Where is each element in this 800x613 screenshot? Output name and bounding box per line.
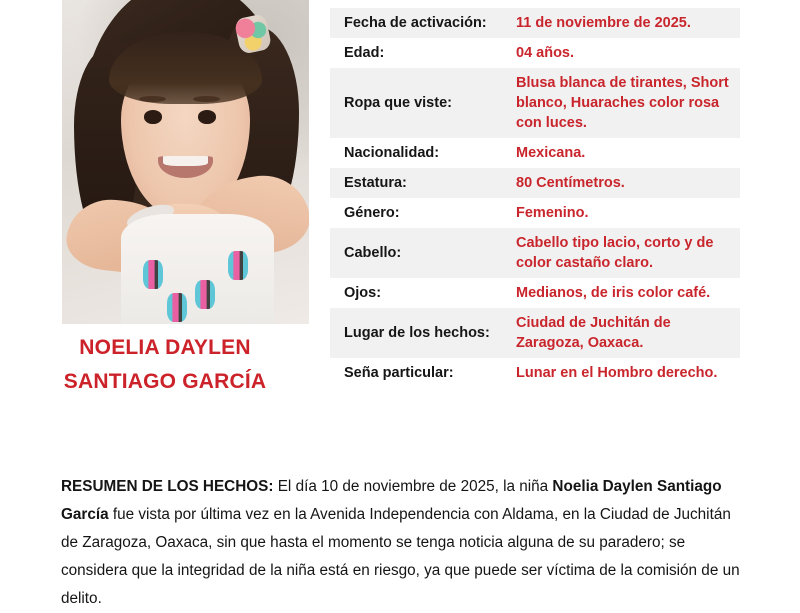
detail-key: Seña particular:: [344, 365, 454, 381]
detail-key: Estatura:: [344, 175, 407, 191]
name-line-1: NOELIA DAYLEN: [79, 336, 251, 359]
table-row: [330, 68, 740, 138]
detail-value: Ciudad de Juchitán de Zaragoza, Oaxaca.: [516, 315, 671, 351]
detail-value: 80 Centímetros.: [516, 175, 625, 191]
photo-column: [0, 0, 330, 430]
table-row: [330, 168, 740, 198]
name-line-2: SANTIAGO GARCÍA: [63, 370, 267, 393]
detail-value: [504, 0, 740, 8]
table-row: [330, 358, 740, 388]
details-table: [330, 0, 740, 388]
detail-key: Cabello:: [344, 245, 402, 261]
teeth-shape: [163, 156, 209, 167]
table-row: [330, 38, 740, 68]
detail-value: Blusa blanca de tirantes, Short blanco, Huaraches color rosa con luces.: [516, 75, 729, 131]
eye-right-shape: [198, 110, 217, 124]
embroidery-motif: [195, 280, 215, 309]
detail-key: Ropa que viste:: [344, 95, 452, 111]
detail-key: Género:: [344, 205, 400, 221]
eyebrow-right-shape: [193, 96, 220, 102]
table-row: [330, 308, 740, 358]
table-row: [330, 198, 740, 228]
detail-key: Ojos:: [344, 285, 382, 301]
detail-key: Fecha de activación:: [344, 15, 487, 31]
eye-left-shape: [144, 110, 163, 124]
detail-key: Nacionalidad:: [344, 145, 440, 161]
table-row: [330, 278, 740, 308]
detail-value: Cabello tipo lacio, corto y de color castaño claro.: [516, 235, 714, 271]
detail-key: Edad:: [344, 45, 385, 61]
summary-label: RESUMEN DE LOS HECHOS:: [61, 478, 274, 496]
table-row: [330, 8, 740, 38]
detail-value: Mexicana.: [516, 145, 586, 161]
detail-value: 11 de noviembre de 2025.: [516, 15, 691, 31]
missing-person-name: [0, 331, 330, 399]
summary-text-part-2: fue vista por última vez en la Avenida Independencia con Aldama, en la Ciudad de Juchitán de Zaragoza, Oaxaca, sin que hasta el momento se tenga noticia alguna de su paradero; se considera que la integridad de la niña está en riesgo, ya que puede ser víctima de la comisión de un delito.: [61, 506, 740, 608]
detail-key: [330, 0, 504, 8]
missing-child-photo: [62, 0, 309, 324]
summary-text-part-1: El día 10 de noviembre de 2025, la niña: [273, 478, 553, 496]
embroidery-motif: [167, 293, 187, 322]
table-row: [330, 0, 740, 8]
table-row: [330, 138, 740, 168]
detail-key: Lugar de los hechos:: [344, 325, 490, 341]
detail-value: Femenino.: [516, 205, 589, 221]
details-table-body: [330, 0, 740, 388]
detail-value: 04 años.: [516, 45, 575, 61]
summary-paragraph: [61, 473, 751, 613]
dress-shape: [121, 214, 274, 324]
summary-highlight-name: Noelia Daylen Santiago García: [61, 478, 722, 524]
eyebrow-left-shape: [139, 96, 166, 102]
table-row: [330, 228, 740, 278]
portrait-illustration: [62, 0, 309, 324]
embroidery-motif: [143, 260, 163, 289]
detail-value: Medianos, de iris color café.: [516, 285, 711, 301]
embroidery-motif: [228, 251, 248, 280]
detail-value: Lunar en el Hombro derecho.: [516, 365, 718, 381]
